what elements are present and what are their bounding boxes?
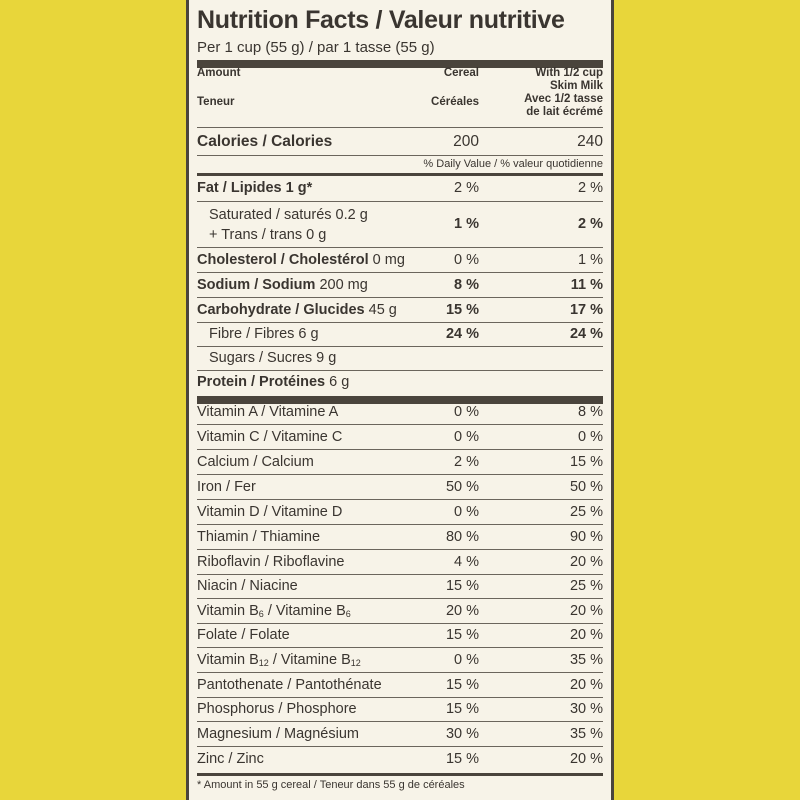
vitamin-label: Vitamin D / Vitamine D: [197, 504, 343, 520]
nutrition-facts-panel: [186, 0, 614, 800]
vitamin-row: [197, 673, 603, 698]
vitamin-with-milk: 20 %: [569, 554, 603, 570]
vitamin-with-milk: 25 %: [569, 578, 603, 594]
vitamin-row: [197, 500, 603, 525]
vitamin-row: [197, 525, 603, 550]
protein-amount: 6 g: [325, 374, 350, 390]
vitamin-row: [197, 475, 603, 500]
cholesterol-amount: 0 mg: [368, 252, 405, 268]
rule-calories: [197, 155, 603, 156]
vitamin-label: Magnesium / Magnésium: [197, 726, 359, 742]
serving-size: Per 1 cup (55 g) / par 1 tasse (55 g): [197, 39, 435, 56]
fibre-with-milk: 24 %: [569, 326, 603, 342]
package-left-edge: [0, 0, 186, 800]
vitamin-label-part: / Vitamine B: [263, 603, 346, 619]
cholesterol-cereal: 0 %: [454, 252, 479, 268]
rule-fat: [197, 201, 603, 202]
vitamin-with-milk: 20 %: [569, 627, 603, 643]
vitamin-label: Vitamin C / Vitamine C: [197, 429, 343, 445]
saturated-with-milk: 2 %: [578, 216, 603, 232]
vitamin-label: Riboflavin / Riboflavine: [197, 554, 345, 570]
header-with-milk-line3: Avec 1/2 tasse: [524, 93, 603, 105]
sodium-with-milk: 11 %: [570, 277, 603, 293]
vitamin-with-milk: 20 %: [569, 677, 603, 693]
protein-label-bold: Protein / Protéines: [197, 374, 326, 390]
vitamin-cereal: 15 %: [445, 677, 479, 693]
carbohydrate-row: [197, 298, 603, 323]
calories-with-milk: 240: [577, 133, 603, 150]
vitamin-with-milk: 8 %: [578, 404, 603, 420]
vitamin-with-milk: 90 %: [569, 529, 603, 545]
fibre-row: [197, 322, 603, 347]
vitamin-with-milk: 25 %: [569, 504, 603, 520]
fat-cereal: 2 %: [454, 180, 479, 196]
vitamin-label: Vitamin A / Vitamine A: [197, 404, 339, 420]
vitamin-label: Iron / Fer: [197, 479, 256, 495]
saturated-cereal: 1 %: [454, 216, 479, 232]
vitamin-subscript: 6: [345, 609, 351, 619]
sugars-label: Sugars / Sucres 9 g: [209, 350, 337, 366]
vitamin-label: Niacin / Niacine: [197, 578, 298, 594]
header-teneur: Teneur: [197, 96, 235, 108]
vitamin-cereal: 20 %: [445, 603, 479, 619]
vitamin-row: [197, 574, 603, 599]
vitamin-label: Zinc / Zinc: [197, 751, 264, 767]
vitamin-label: [197, 648, 361, 673]
vitamin-with-milk: 20 %: [569, 751, 603, 767]
footnote: * Amount in 55 g cereal / Teneur dans 55 g de céréales: [197, 779, 465, 791]
vitamin-label: [197, 599, 351, 624]
vitamin-cereal: 2 %: [454, 454, 479, 470]
vitamin-with-milk: 0 %: [578, 429, 603, 445]
sodium-cereal: 8 %: [454, 277, 479, 293]
protein-label: [197, 370, 349, 395]
header-with-milk-line4: de lait écrémé: [526, 106, 603, 118]
vitamin-subscript: 12: [350, 658, 361, 668]
vitamin-cereal: 15 %: [445, 627, 479, 643]
sugars-row: [197, 346, 603, 371]
vitamin-cereal: 15 %: [445, 751, 479, 767]
vitamin-with-milk: 35 %: [569, 726, 603, 742]
sodium-label: [197, 273, 368, 298]
calories-row: [197, 129, 603, 154]
vitamin-with-milk: 30 %: [569, 701, 603, 717]
fat-with-milk: 2 %: [578, 180, 603, 196]
vitamin-label: Phosphorus / Phosphore: [197, 701, 357, 717]
rule-bottom: [197, 773, 603, 776]
vitamin-row: [197, 648, 603, 673]
fat-label: Fat / Lipides 1 g*: [197, 180, 313, 196]
sodium-row: [197, 273, 603, 298]
vitamin-label: Folate / Folate: [197, 627, 290, 643]
vitamin-row: [197, 599, 603, 624]
rule-header: [197, 127, 603, 128]
fibre-cereal: 24 %: [445, 326, 479, 342]
cholesterol-row: [197, 248, 603, 273]
vitamin-with-milk: 50 %: [569, 479, 603, 495]
vitamin-row: [197, 400, 603, 425]
package-right-edge: [614, 0, 800, 800]
cholesterol-label: [197, 248, 405, 273]
header-cereales: Céréales: [431, 96, 479, 108]
daily-value-label: % Daily Value / % valeur quotidienne: [423, 158, 603, 170]
protein-row: [197, 370, 603, 395]
vitamin-label-part: / Vitamine B: [268, 652, 351, 668]
vitamin-label: Pantothenate / Pantothénate: [197, 677, 382, 693]
vitamin-cereal: 4 %: [454, 554, 479, 570]
vitamin-with-milk: 15 %: [569, 454, 603, 470]
carbohydrate-amount: 45 g: [364, 302, 397, 318]
vitamin-row: [197, 722, 603, 747]
saturated-label: [209, 205, 368, 245]
vitamin-subscript: 6: [258, 609, 264, 619]
header-with-milk: [524, 67, 603, 119]
calories-cereal: 200: [453, 133, 479, 150]
vitamin-cereal: 15 %: [445, 701, 479, 717]
vitamin-cereal: 15 %: [445, 578, 479, 594]
cholesterol-label-bold: Cholesterol / Cholestérol: [197, 252, 369, 268]
vitamin-cereal: 0 %: [454, 429, 479, 445]
vitamin-cereal: 50 %: [445, 479, 479, 495]
vitamin-label-part: Vitamin B: [197, 603, 259, 619]
vitamin-row: [197, 747, 603, 772]
vitamin-cereal: 0 %: [454, 404, 479, 420]
vitamin-row: [197, 623, 603, 648]
vitamin-row: [197, 425, 603, 450]
saturated-row: [197, 203, 603, 247]
header-with-milk-line1: With 1/2 cup: [535, 67, 603, 79]
vitamin-cereal: 0 %: [454, 652, 479, 668]
header-amount: Amount: [197, 67, 241, 79]
vitamin-subscript: 12: [258, 658, 269, 668]
sodium-label-bold: Sodium / Sodium: [197, 277, 316, 293]
saturated-label-line1: Saturated / saturés 0.2 g: [209, 207, 368, 223]
vitamin-cereal: 30 %: [445, 726, 479, 742]
vitamin-label-part: Vitamin B: [197, 652, 259, 668]
vitamin-row: [197, 450, 603, 475]
carbohydrate-label: [197, 298, 397, 323]
vitamin-row: [197, 697, 603, 722]
fat-row: [197, 176, 603, 201]
carbohydrate-cereal: 15 %: [445, 302, 479, 318]
vitamin-row: [197, 550, 603, 575]
vitamin-cereal: 80 %: [445, 529, 479, 545]
panel-title: Nutrition Facts / Valeur nutritive: [197, 6, 565, 34]
carbohydrate-label-bold: Carbohydrate / Glucides: [197, 302, 365, 318]
fibre-label: Fibre / Fibres 6 g: [209, 326, 319, 342]
vitamin-label: Calcium / Calcium: [197, 454, 314, 470]
cholesterol-with-milk: 1 %: [578, 252, 603, 268]
calories-label: Calories / Calories: [197, 133, 333, 150]
vitamin-with-milk: 35 %: [569, 652, 603, 668]
vitamin-label: Thiamin / Thiamine: [197, 529, 321, 545]
vitamin-with-milk: 20 %: [569, 603, 603, 619]
saturated-label-line2: + Trans / trans 0 g: [209, 227, 327, 243]
header-with-milk-line2: Skim Milk: [549, 80, 603, 92]
carbohydrate-with-milk: 17 %: [569, 302, 603, 318]
vitamin-cereal: 0 %: [454, 504, 479, 520]
sodium-amount: 200 mg: [315, 277, 368, 293]
header-cereal: Cereal: [443, 67, 479, 79]
